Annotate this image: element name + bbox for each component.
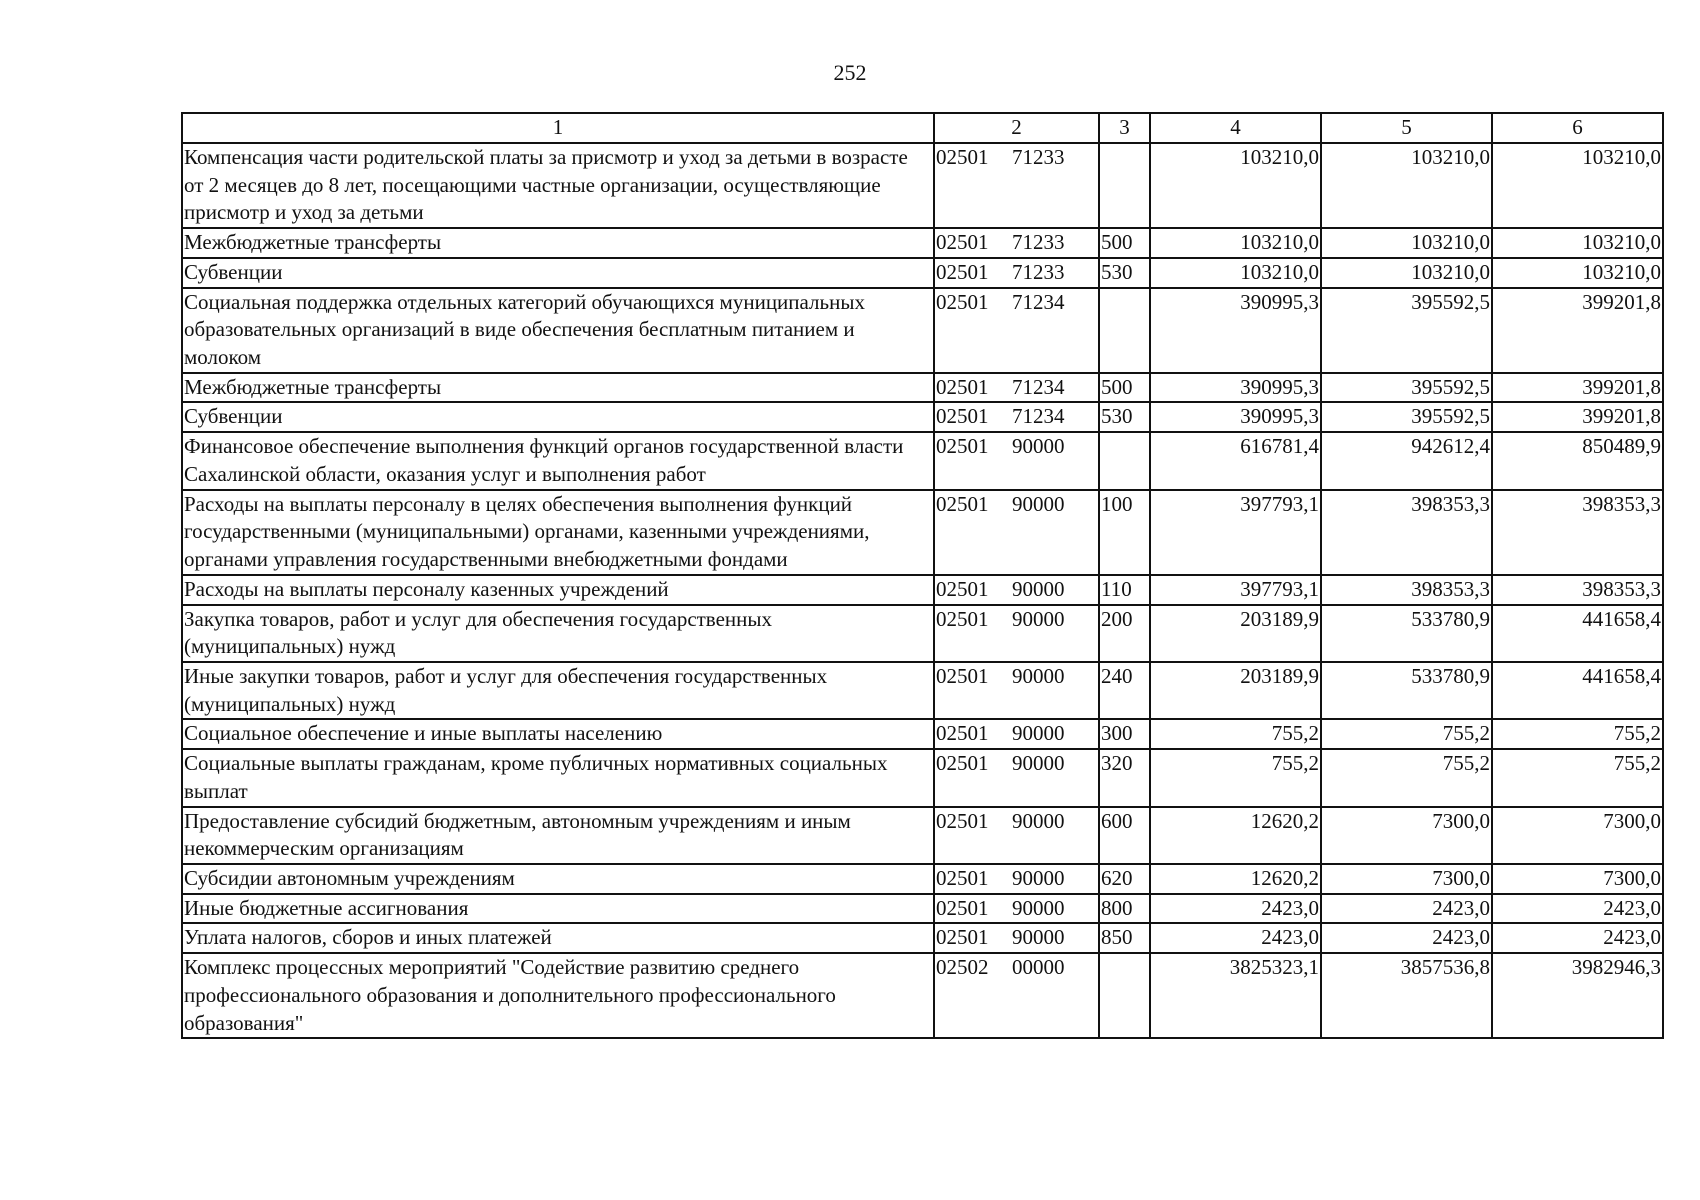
row-expense-type: 850 — [1099, 923, 1150, 953]
row-value-6: 755,2 — [1492, 719, 1663, 749]
row-value-5: 755,2 — [1321, 749, 1492, 806]
table-row — [182, 490, 1663, 575]
row-value-4: 397793,1 — [1150, 575, 1321, 605]
row-value-5: 533780,9 — [1321, 662, 1492, 719]
code-part-1: 02501 — [936, 434, 989, 459]
code-part-1: 02501 — [936, 751, 989, 776]
header-row — [182, 113, 1663, 143]
row-value-4: 203189,9 — [1150, 605, 1321, 662]
row-value-4: 203189,9 — [1150, 662, 1321, 719]
row-value-4: 390995,3 — [1150, 373, 1321, 403]
row-name: Социальное обеспечение и иные выплаты населению — [182, 719, 934, 749]
row-value-5: 533780,9 — [1321, 605, 1492, 662]
code-part-2: 90000 — [1012, 925, 1065, 950]
row-code — [934, 719, 1099, 749]
code-part-2: 90000 — [1012, 751, 1065, 776]
code-part-2: 71233 — [1012, 230, 1065, 255]
code-part-1: 02501 — [936, 259, 989, 284]
row-value-6: 399201,8 — [1492, 288, 1663, 373]
code-part-2: 90000 — [1012, 491, 1065, 516]
row-name: Расходы на выплаты персоналу казенных учреждений — [182, 575, 934, 605]
row-value-5: 103210,0 — [1321, 258, 1492, 288]
row-value-5: 942612,4 — [1321, 432, 1492, 489]
row-expense-type: 500 — [1099, 373, 1150, 403]
row-code — [934, 490, 1099, 575]
code-part-2: 90000 — [1012, 808, 1065, 833]
row-value-4: 103210,0 — [1150, 228, 1321, 258]
row-value-6: 441658,4 — [1492, 662, 1663, 719]
code-part-1: 02501 — [936, 606, 989, 631]
row-name: Межбюджетные трансферты — [182, 228, 934, 258]
row-code — [934, 923, 1099, 953]
row-value-6: 398353,3 — [1492, 490, 1663, 575]
row-name: Субвенции — [182, 258, 934, 288]
table-row — [182, 228, 1663, 258]
table-row — [182, 953, 1663, 1038]
row-value-5: 3857536,8 — [1321, 953, 1492, 1038]
row-expense-type: 300 — [1099, 719, 1150, 749]
table-row — [182, 719, 1663, 749]
table-row — [182, 749, 1663, 806]
row-value-4: 390995,3 — [1150, 402, 1321, 432]
row-expense-type: 530 — [1099, 258, 1150, 288]
row-value-6: 3982946,3 — [1492, 953, 1663, 1038]
row-value-5: 395592,5 — [1321, 402, 1492, 432]
row-code — [934, 402, 1099, 432]
table-row — [182, 143, 1663, 228]
table-row — [182, 864, 1663, 894]
row-value-5: 395592,5 — [1321, 373, 1492, 403]
row-value-6: 103210,0 — [1492, 258, 1663, 288]
code-part-2: 90000 — [1012, 576, 1065, 601]
column-header-2: 2 — [934, 113, 1099, 143]
budget-table — [181, 112, 1664, 1039]
row-value-4: 12620,2 — [1150, 807, 1321, 864]
row-expense-type: 620 — [1099, 864, 1150, 894]
row-code — [934, 575, 1099, 605]
row-value-4: 2423,0 — [1150, 923, 1321, 953]
page-number: 252 — [833, 60, 867, 85]
row-value-6: 103210,0 — [1492, 228, 1663, 258]
row-value-4: 3825323,1 — [1150, 953, 1321, 1038]
row-name: Межбюджетные трансферты — [182, 373, 934, 403]
row-value-5: 395592,5 — [1321, 288, 1492, 373]
code-part-2: 71234 — [1012, 289, 1065, 314]
row-name: Предоставление субсидий бюджетным, автономным учреждениям и иным некоммерческим организациям — [182, 807, 934, 864]
row-value-6: 7300,0 — [1492, 864, 1663, 894]
row-value-4: 12620,2 — [1150, 864, 1321, 894]
row-value-5: 755,2 — [1321, 719, 1492, 749]
code-part-1: 02501 — [936, 404, 989, 429]
row-value-4: 616781,4 — [1150, 432, 1321, 489]
row-code — [934, 432, 1099, 489]
code-part-1: 02501 — [936, 925, 989, 950]
code-part-1: 02501 — [936, 808, 989, 833]
row-name: Расходы на выплаты персоналу в целях обеспечения выполнения функций государственными (муниципальными) органами, казенными учреждениями, органами управления государственными внебюджетными фондами — [182, 490, 934, 575]
row-value-6: 441658,4 — [1492, 605, 1663, 662]
code-part-2: 90000 — [1012, 721, 1065, 746]
code-part-1: 02501 — [936, 230, 989, 255]
table-row — [182, 258, 1663, 288]
code-part-2: 00000 — [1012, 955, 1065, 980]
row-expense-type: 110 — [1099, 575, 1150, 605]
row-value-6: 399201,8 — [1492, 402, 1663, 432]
row-code — [934, 807, 1099, 864]
row-name: Иные закупки товаров, работ и услуг для обеспечения государственных (муниципальных) нужд — [182, 662, 934, 719]
code-part-2: 71233 — [1012, 259, 1065, 284]
table-row — [182, 288, 1663, 373]
table-row — [182, 662, 1663, 719]
row-name: Финансовое обеспечение выполнения функций органов государственной власти Сахалинской области, оказания услуг и выполнения работ — [182, 432, 934, 489]
row-code — [934, 373, 1099, 403]
row-name: Закупка товаров, работ и услуг для обеспечения государственных (муниципальных) нужд — [182, 605, 934, 662]
table-row — [182, 402, 1663, 432]
column-header-1: 1 — [182, 113, 934, 143]
code-part-2: 90000 — [1012, 606, 1065, 631]
row-value-4: 103210,0 — [1150, 143, 1321, 228]
row-value-6: 7300,0 — [1492, 807, 1663, 864]
row-code — [934, 894, 1099, 924]
column-header-4: 4 — [1150, 113, 1321, 143]
row-expense-type — [1099, 953, 1150, 1038]
row-value-5: 2423,0 — [1321, 923, 1492, 953]
row-value-5: 398353,3 — [1321, 575, 1492, 605]
table-row — [182, 923, 1663, 953]
row-value-6: 399201,8 — [1492, 373, 1663, 403]
row-expense-type — [1099, 432, 1150, 489]
row-value-5: 2423,0 — [1321, 894, 1492, 924]
table-row — [182, 894, 1663, 924]
row-name: Комплекс процессных мероприятий "Содействие развитию среднего профессионального образования и дополнительного профессионального образования" — [182, 953, 934, 1038]
row-code — [934, 749, 1099, 806]
table-row — [182, 605, 1663, 662]
row-expense-type: 100 — [1099, 490, 1150, 575]
code-part-1: 02501 — [936, 374, 989, 399]
row-code — [934, 662, 1099, 719]
table-row — [182, 373, 1663, 403]
code-part-1: 02501 — [936, 491, 989, 516]
code-part-1: 02501 — [936, 721, 989, 746]
row-expense-type: 800 — [1099, 894, 1150, 924]
row-code — [934, 228, 1099, 258]
table-row — [182, 575, 1663, 605]
code-part-1: 02502 — [936, 955, 989, 980]
row-expense-type: 240 — [1099, 662, 1150, 719]
column-header-5: 5 — [1321, 113, 1492, 143]
row-name: Социальная поддержка отдельных категорий обучающихся муниципальных образовательных организаций в виде обеспечения бесплатным питанием и молоком — [182, 288, 934, 373]
row-value-4: 755,2 — [1150, 749, 1321, 806]
row-code — [934, 953, 1099, 1038]
row-value-6: 755,2 — [1492, 749, 1663, 806]
code-part-1: 02501 — [936, 663, 989, 688]
code-part-1: 02501 — [936, 576, 989, 601]
row-code — [934, 258, 1099, 288]
row-expense-type: 530 — [1099, 402, 1150, 432]
row-value-5: 7300,0 — [1321, 864, 1492, 894]
row-expense-type: 200 — [1099, 605, 1150, 662]
row-value-5: 398353,3 — [1321, 490, 1492, 575]
code-part-1: 02501 — [936, 289, 989, 314]
row-code — [934, 143, 1099, 228]
table-row — [182, 432, 1663, 489]
row-value-5: 103210,0 — [1321, 228, 1492, 258]
code-part-2: 71234 — [1012, 374, 1065, 399]
row-expense-type: 320 — [1099, 749, 1150, 806]
row-expense-type — [1099, 143, 1150, 228]
row-value-6: 850489,9 — [1492, 432, 1663, 489]
row-name: Социальные выплаты гражданам, кроме публичных нормативных социальных выплат — [182, 749, 934, 806]
row-name: Субсидии автономным учреждениям — [182, 864, 934, 894]
code-part-1: 02501 — [936, 865, 989, 890]
row-value-6: 2423,0 — [1492, 894, 1663, 924]
column-header-6: 6 — [1492, 113, 1663, 143]
row-value-6: 2423,0 — [1492, 923, 1663, 953]
code-part-1: 02501 — [936, 145, 989, 169]
row-value-4: 103210,0 — [1150, 258, 1321, 288]
row-name: Уплата налогов, сборов и иных платежей — [182, 923, 934, 953]
column-header-3: 3 — [1099, 113, 1150, 143]
row-value-4: 755,2 — [1150, 719, 1321, 749]
row-code — [934, 288, 1099, 373]
row-value-4: 390995,3 — [1150, 288, 1321, 373]
row-expense-type — [1099, 288, 1150, 373]
row-value-6: 103210,0 — [1492, 143, 1663, 228]
code-part-2: 90000 — [1012, 895, 1065, 920]
code-part-2: 90000 — [1012, 663, 1065, 688]
code-part-2: 71233 — [1012, 145, 1065, 169]
row-code — [934, 605, 1099, 662]
row-value-4: 397793,1 — [1150, 490, 1321, 575]
table-row — [182, 807, 1663, 864]
code-part-1: 02501 — [936, 895, 989, 920]
row-value-5: 7300,0 — [1321, 807, 1492, 864]
row-value-6: 398353,3 — [1492, 575, 1663, 605]
row-name: Компенсация части родительской платы за присмотр и уход за детьми в возрасте от 2 месяцев до 8 лет, посещающими частные организации, осуществляющие присмотр и уход за детьми — [182, 143, 934, 228]
row-value-5: 103210,0 — [1321, 143, 1492, 228]
row-name: Субвенции — [182, 402, 934, 432]
row-value-4: 2423,0 — [1150, 894, 1321, 924]
code-part-2: 90000 — [1012, 865, 1065, 890]
row-name: Иные бюджетные ассигнования — [182, 894, 934, 924]
row-expense-type: 500 — [1099, 228, 1150, 258]
code-part-2: 90000 — [1012, 434, 1065, 459]
code-part-2: 71234 — [1012, 404, 1065, 429]
row-code — [934, 864, 1099, 894]
row-expense-type: 600 — [1099, 807, 1150, 864]
